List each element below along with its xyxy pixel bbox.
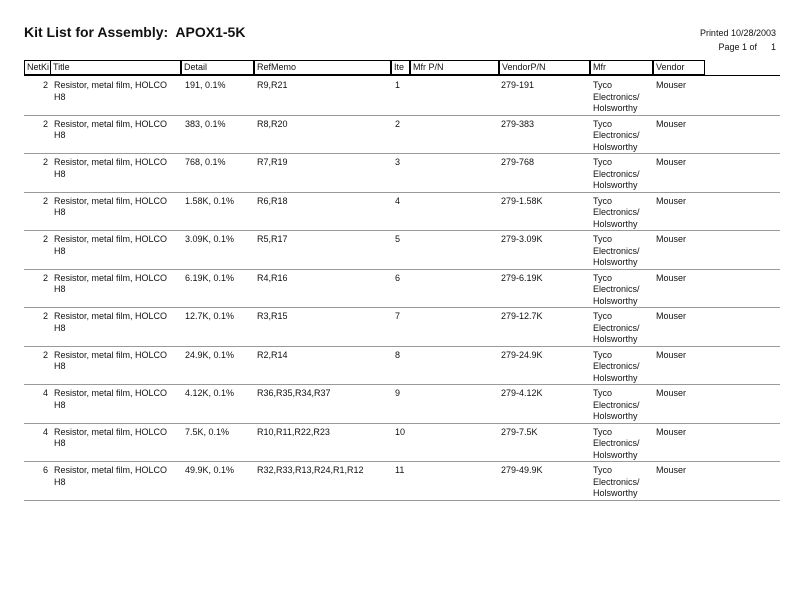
detail-cell: 1.58K, 0.1%: [185, 195, 235, 206]
vendor-cell: Mouser: [656, 272, 687, 283]
qty-cell: 4: [42, 426, 48, 437]
item-cell: 1: [395, 80, 401, 90]
item-cell: 3: [395, 157, 401, 167]
title-cell: Resistor, metal film, HOLCO H8: [54, 311, 168, 333]
table-row: [24, 462, 780, 501]
item-cell: 10: [395, 426, 406, 437]
vendor-pn-cell: 279-3.09K: [501, 234, 543, 244]
mfr-cell: Tyco Electronics/ Holsworthy: [593, 80, 640, 113]
table-row: [24, 231, 780, 270]
title-cell: Resistor, metal film, HOLCO H8: [54, 195, 168, 217]
detail-cell: 4.12K, 0.1%: [185, 388, 235, 398]
page-total: 1: [770, 42, 776, 52]
vendor-cell: Mouser: [656, 349, 687, 360]
vendor-pn-cell: 279-49.9K: [501, 465, 543, 475]
printed-date: Printed 10/28/2003: [699, 28, 776, 38]
qty-cell: 2: [42, 234, 48, 244]
qty-cell: 2: [42, 195, 48, 206]
qty-cell: 2: [42, 349, 48, 360]
title-cell: Resistor, metal film, HOLCO H8: [54, 465, 168, 487]
qty-cell: 2: [42, 80, 48, 90]
qty-cell: 6: [42, 465, 48, 475]
vendor-cell: Mouser: [656, 465, 687, 475]
column-header-detail: Detail: [181, 60, 254, 75]
item-cell: 6: [395, 272, 401, 283]
title-cell: Resistor, metal film, HOLCO H8: [54, 118, 168, 140]
refmemo-cell: R9,R21: [257, 80, 288, 90]
kit-list-table-body: [24, 77, 780, 501]
mfr-cell: Tyco Electronics/ Holsworthy: [593, 118, 640, 152]
column-header-vendor-pn: VendorP/N: [499, 60, 590, 75]
vendor-pn-cell: 279-4.12K: [501, 388, 543, 398]
mfr-cell: Tyco Electronics/ Holsworthy: [593, 388, 640, 421]
table-row: [24, 424, 780, 463]
column-header-mfr-pn: Mfr P/N: [410, 60, 499, 75]
detail-cell: 768, 0.1%: [185, 157, 226, 167]
vendor-pn-cell: 279-1.58K: [501, 195, 543, 206]
mfr-cell: Tyco Electronics/ Holsworthy: [593, 234, 640, 267]
refmemo-cell: R10,R11,R22,R23: [257, 426, 330, 437]
refmemo-cell: R8,R20: [257, 118, 288, 129]
detail-cell: 24.9K, 0.1%: [185, 349, 235, 360]
title-cell: Resistor, metal film, HOLCO H8: [54, 388, 168, 410]
refmemo-cell: R5,R17: [257, 234, 288, 244]
title-cell: Resistor, metal film, HOLCO H8: [54, 349, 168, 371]
refmemo-cell: R4,R16: [257, 272, 288, 283]
detail-cell: 6.19K, 0.1%: [185, 272, 235, 283]
column-header-mfr: Mfr: [590, 60, 653, 75]
table-row: [24, 154, 780, 193]
detail-cell: 383, 0.1%: [185, 118, 226, 129]
title-cell: Resistor, metal film, HOLCO H8: [54, 426, 168, 448]
column-header-item: Ite: [391, 60, 410, 75]
qty-cell: 2: [42, 118, 48, 129]
vendor-pn-cell: 279-768: [501, 157, 535, 167]
detail-cell: 12.7K, 0.1%: [185, 311, 235, 321]
table-row: [24, 116, 780, 155]
title-cell: Resistor, metal film, HOLCO H8: [54, 272, 168, 294]
table-row: [24, 270, 780, 309]
table-header: [24, 60, 780, 75]
refmemo-cell: R32,R33,R13,R24,R1,R12: [257, 465, 364, 475]
vendor-pn-cell: 279-24.9K: [501, 349, 543, 360]
table-row: [24, 193, 780, 232]
vendor-pn-cell: 279-383: [501, 118, 535, 129]
item-cell: 8: [395, 349, 401, 360]
page-label: Page 1 of: [718, 42, 757, 52]
table-row: [24, 77, 780, 116]
vendor-cell: Mouser: [656, 388, 687, 398]
qty-cell: 2: [42, 157, 48, 167]
column-header-vendor: Vendor: [653, 60, 705, 75]
item-cell: 11: [395, 465, 405, 475]
title-cell: Resistor, metal film, HOLCO H8: [54, 234, 168, 256]
item-cell: 2: [395, 118, 401, 129]
vendor-cell: Mouser: [656, 118, 687, 129]
header-divider: [24, 75, 780, 76]
mfr-cell: Tyco Electronics/ Holsworthy: [593, 311, 640, 344]
refmemo-cell: R36,R35,R34,R37: [257, 388, 331, 398]
mfr-cell: Tyco Electronics/ Holsworthy: [593, 272, 640, 306]
mfr-cell: Tyco Electronics/ Holsworthy: [593, 465, 640, 498]
qty-cell: 4: [42, 388, 48, 398]
refmemo-cell: R7,R19: [257, 157, 288, 167]
vendor-cell: Mouser: [656, 157, 687, 167]
refmemo-cell: R2,R14: [257, 349, 288, 360]
title-cell: Resistor, metal film, HOLCO H8: [54, 80, 168, 102]
column-header-title: Title: [50, 60, 181, 75]
report-title: Kit List for Assembly: APOX1-5K: [24, 24, 246, 40]
detail-cell: 49.9K, 0.1%: [185, 465, 235, 475]
vendor-cell: Mouser: [656, 426, 687, 437]
vendor-pn-cell: 279-6.19K: [501, 272, 543, 283]
item-cell: 4: [395, 195, 401, 206]
item-cell: 7: [395, 311, 401, 321]
vendor-pn-cell: 279-191: [501, 80, 535, 90]
vendor-pn-cell: 279-7.5K: [501, 426, 538, 437]
qty-cell: 2: [42, 311, 48, 321]
table-row: [24, 308, 780, 347]
vendor-cell: Mouser: [656, 234, 687, 244]
mfr-cell: Tyco Electronics/ Holsworthy: [593, 195, 640, 229]
vendor-cell: Mouser: [656, 80, 687, 90]
refmemo-cell: R6,R18: [257, 195, 288, 206]
item-cell: 5: [395, 234, 401, 244]
mfr-cell: Tyco Electronics/ Holsworthy: [593, 349, 640, 383]
detail-cell: 7.5K, 0.1%: [185, 426, 230, 437]
refmemo-cell: R3,R15: [257, 311, 288, 321]
detail-cell: 191, 0.1%: [185, 80, 226, 90]
mfr-cell: Tyco Electronics/ Holsworthy: [593, 426, 640, 460]
print-info: [700, 26, 776, 54]
item-cell: 9: [395, 388, 401, 398]
table-row: [24, 385, 780, 424]
vendor-cell: Mouser: [656, 311, 687, 321]
column-header-netkit: NetKi: [24, 60, 51, 75]
vendor-cell: Mouser: [656, 195, 687, 206]
title-cell: Resistor, metal film, HOLCO H8: [54, 157, 168, 179]
detail-cell: 3.09K, 0.1%: [185, 234, 235, 244]
table-row: [24, 347, 780, 386]
qty-cell: 2: [42, 272, 48, 283]
page-indicator: [700, 40, 776, 54]
vendor-pn-cell: 279-12.7K: [501, 311, 543, 321]
mfr-cell: Tyco Electronics/ Holsworthy: [593, 157, 640, 190]
column-header-refmemo: RefMemo: [254, 60, 391, 75]
